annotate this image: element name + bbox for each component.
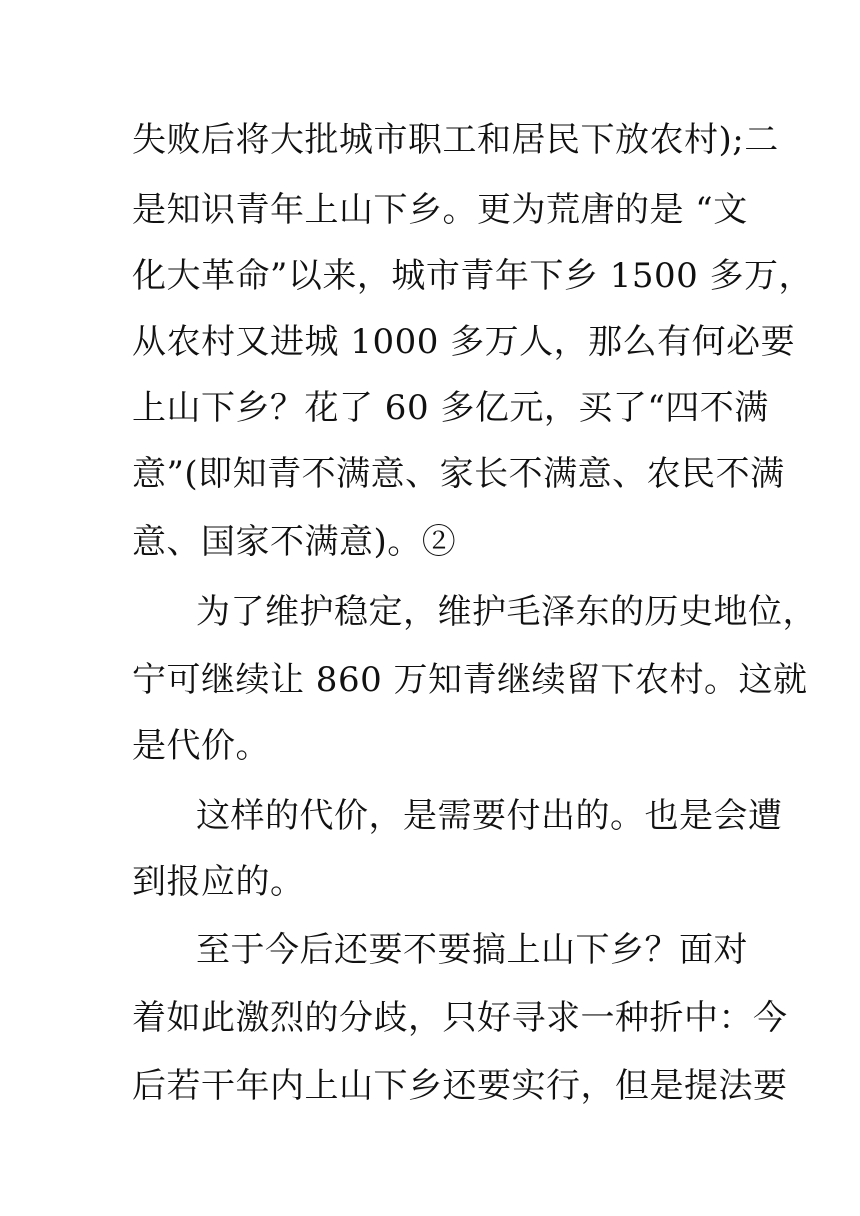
text-line: 意、国家不满意)。②: [132, 522, 457, 562]
text-line: 是知识青年上山下乡。更为荒唐的是 “文: [132, 190, 748, 230]
text-line: 为了维护稳定，维护毛泽东的历史地位，: [196, 592, 817, 632]
text-line: 宁可继续让 860 万知青继续留下农村。这就: [132, 660, 808, 700]
text-line: 后若干年内上山下乡还要实行，但是提法要: [132, 1066, 788, 1106]
text-line: 化大革命”以来，城市青年下乡 1500 多万，: [132, 256, 814, 296]
text-line: 失败后将大批城市职工和居民下放农村);二: [132, 120, 779, 160]
text-line: 从农村又进城 1000 多万人，那么有何必要: [132, 322, 796, 362]
text-line: 着如此激烈的分歧，只好寻求一种折中：今: [132, 998, 788, 1038]
text-line: 至于今后还要不要搞上山下乡？面对: [196, 930, 748, 970]
text-line: 意”(即知青不满意、家长不满意、农民不满: [132, 454, 785, 494]
text-line: 这样的代价，是需要付出的。也是会遭: [196, 796, 783, 836]
text-line: 是代价。: [132, 726, 270, 766]
text-line: 上山下乡？花了 60 多亿元，买了“四不满: [132, 388, 769, 428]
text-line: 到报应的。: [132, 862, 305, 902]
